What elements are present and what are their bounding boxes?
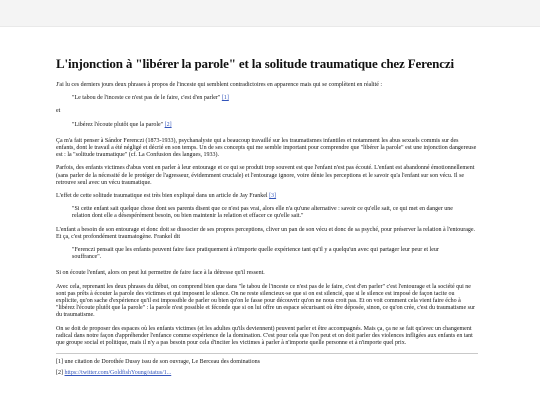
footnote-ref-3[interactable]: [3] [269, 193, 277, 200]
quote-incest-taboo [72, 95, 468, 102]
footnote-text: une citation de Dorothée Dussy issu de son ouvrage, Le Berceau des dominations [64, 359, 260, 366]
footnote-number: [2] [56, 370, 63, 377]
paragraph-espaces: On se doit de proposer des espaces où les enfants victimes (et les adultes qu'ils deviennent) peuvent parler et être accompagnés. Mais ça, ça ne se fait qu'avec un changement radical dans notre façon d'appréhender l'enfance comme expérience de la domination. C'est pour cela que l'on peut et on doit parler des violences infligées aux enfants en tant que groupe social et politique, mais il n'y a pas besoin pour cela d'inciter les victimes à parler à n'importe quelle personne et à n'importe quel prix. [56, 325, 473, 347]
footnote-ref-2[interactable]: [2] [164, 121, 172, 128]
article-title: L'injonction à "libérer la parole" et la solitude traumatique chez Ferenczi [56, 56, 454, 71]
paragraph-silence: Avec cela, reprenant les deux phrases du début, on comprend bien que dans "le tabou de l'inceste ce n'est pas de le faire, c'est d'en parler" c'est l'entourage et la société qui ne sont pas prêts à écouter la parole des victimes et qui imposent le silence. On ne reste silencieux·se que si on est silencié, que si le silence est imposé de façon tacite ou explicite, qu'on sache d'expérience qu'il est impossible de parler ou bien qu'on le fasse pour découvrir qu'on ne nous croit pas. Et on voit comment cela vient faire écho à "libérez l'écoute plutôt que la parole" : la parole n'est possible et féconde que si on lui offre un espace sécurisant où être déposée, sinon, ce qu'on crée, c'est du traumatisme sur du traumatisme. [56, 283, 475, 319]
browser-header-bar [0, 0, 540, 27]
footnote-ref-1[interactable]: [1] [221, 95, 229, 102]
footnote-link[interactable]: https://twitter.com/GoldfishYoung/status/1... [64, 370, 172, 377]
article [56, 56, 478, 382]
quote-text: "Le tabou de l'inceste ce n'est pas de le faire, c'est d'en parler" [72, 95, 221, 102]
connector-text: et [56, 108, 61, 115]
paragraph-ecoute: Si on écoute l'enfant, alors on peut lui permettre de faire face à la détresse qu'il ressent. [56, 270, 265, 277]
quote-liberez-ecoute [72, 122, 468, 129]
quote-ferenczi-fear: "Ferenczi pensait que les enfants peuvent faire face pratiquement à n'importe quelle expérience tant qu'il y a quelqu'un avec qui partager leur peur et leur souffrance". [72, 247, 439, 261]
footnote-2 [56, 370, 478, 377]
paragraph-ferenczi: Ça m'a fait penser à Sándor Ferenczi (1873-1933), psychanalyste qui a beaucoup travaillé sur les traumatismes infantiles et notamment les abus sexuels commis sur des enfants, dont le travail a été négligé et décrié en son temps. Un de ses concepts qui me semble important pour comprendre que "libérer la parole" est une injonction dangereuse est : la "solitude traumatique" (cf. La Confusion des langues, 1933). [56, 137, 477, 159]
quote-frankel: "Si cette enfant sait quelque chose dont ses parents disent que ce n'est pas vrai, alors elle n'a qu'une alternative : savoir ce qu'elle sait, ce qui met en danger une relation dont elle a désespérément besoin, ou bien maintenir la relation et effacer ce qu'elle sait." [72, 206, 453, 220]
footnotes-divider [56, 353, 478, 354]
intro-paragraph: J'ai lu ces derniers jours deux phrases à propos de l'inceste qui semblent contradictoires en apparence mais qui se complètent en réalité : [56, 82, 383, 88]
quote-text: "Libérez l'écoute plutôt que la parole" [72, 121, 164, 128]
footnote-number: [1] [56, 359, 63, 366]
paragraph-abandon: Parfois, des enfants victimes d'abus vont en parler à leur entourage et ce qui se produit trop souvent est que l'enfant n'est pas écouté. L'enfant est abandonné émotionnellement (sans parler de la nécessité de le protéger de l'agresseur, évidemment cruciale) et l'entourage ignore, voire dénie les perceptions et le savoir qu'a l'enfant sur son vécu. Il se retrouve seul avec un vécu traumatique. [56, 165, 475, 186]
paragraph-text: L'effet de cette solitude traumatique est très bien expliqué dans un article de Jay Frankel [56, 193, 268, 200]
footnote-1 [56, 359, 478, 366]
paragraph-frankel-intro [56, 193, 478, 200]
paragraph-dissociation: L'enfant a besoin de son entourage et donc doit se dissocier de ses propres perceptions, cliver un pan de son vécu et donc de sa psyché, pour préserver la relation à l'entourage. Et ça, c'est profondément traumatogène. Frankel dit [56, 226, 476, 240]
